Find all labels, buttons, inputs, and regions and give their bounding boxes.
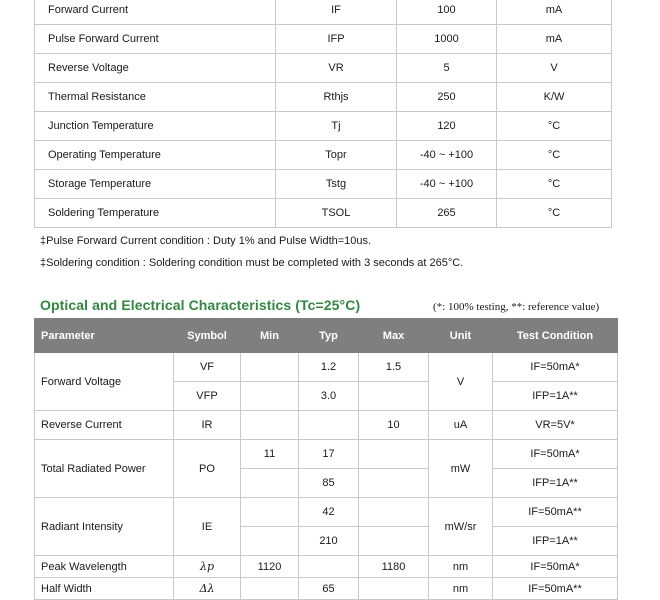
parameter-cell: Operating Temperature bbox=[35, 141, 276, 170]
unit-cell: °C bbox=[497, 199, 612, 228]
table-row bbox=[35, 199, 612, 228]
typ-cell: 17 bbox=[299, 440, 359, 469]
symbol-cell: Topr bbox=[276, 141, 397, 170]
min-cell bbox=[241, 469, 299, 498]
absolute-ratings-table bbox=[34, 0, 612, 228]
parameter-cell: Storage Temperature bbox=[35, 170, 276, 199]
unit-cell: nm bbox=[429, 578, 493, 600]
parameter-cell: Forward Current bbox=[35, 0, 276, 25]
typ-cell: 65 bbox=[299, 578, 359, 600]
header-typ: Typ bbox=[299, 319, 359, 353]
max-cell: 10 bbox=[359, 411, 429, 440]
testing-legend: (*: 100% testing, **: reference value) bbox=[433, 301, 600, 313]
symbol-cell: TSOL bbox=[276, 199, 397, 228]
header-test-condition: Test Condition bbox=[493, 319, 618, 353]
symbol-cell: Tstg bbox=[276, 170, 397, 199]
table-row bbox=[35, 54, 612, 83]
symbol-cell: VFP bbox=[174, 382, 241, 411]
value-cell: 1000 bbox=[397, 25, 497, 54]
max-cell bbox=[359, 382, 429, 411]
value-cell: 265 bbox=[397, 199, 497, 228]
table-row bbox=[35, 25, 612, 54]
table-row bbox=[35, 0, 612, 25]
condition-cell: IFP=1A** bbox=[493, 382, 618, 411]
unit-cell: V bbox=[497, 54, 612, 83]
parameter-cell: Reverse Current bbox=[35, 411, 174, 440]
unit-cell: °C bbox=[497, 112, 612, 141]
min-cell: 1120 bbox=[241, 556, 299, 578]
header-max: Max bbox=[359, 319, 429, 353]
symbol-cell: Δλ bbox=[174, 578, 241, 600]
symbol-cell: Tj bbox=[276, 112, 397, 141]
soldering-note: ‡Soldering condition : Soldering condition must be completed with 3 seconds at 265°C. bbox=[40, 257, 464, 269]
min-cell bbox=[241, 411, 299, 440]
min-cell bbox=[241, 498, 299, 527]
typ-cell: 85 bbox=[299, 469, 359, 498]
unit-cell: nm bbox=[429, 556, 493, 578]
table-row bbox=[35, 112, 612, 141]
parameter-cell: Peak Wavelength bbox=[35, 556, 174, 578]
unit-cell: V bbox=[429, 353, 493, 411]
min-cell bbox=[241, 382, 299, 411]
symbol-cell: PO bbox=[174, 440, 241, 498]
condition-cell: IF=50mA** bbox=[493, 498, 618, 527]
parameter-cell: Thermal Resistance bbox=[35, 83, 276, 112]
symbol-cell: Rthjs bbox=[276, 83, 397, 112]
table-row bbox=[35, 411, 618, 440]
symbol-cell: IR bbox=[174, 411, 241, 440]
max-cell bbox=[359, 527, 429, 556]
unit-cell: uA bbox=[429, 411, 493, 440]
value-cell: -40 ~ +100 bbox=[397, 170, 497, 199]
unit-cell: mA bbox=[497, 0, 612, 25]
condition-cell: IF=50mA* bbox=[493, 556, 618, 578]
typ-cell: 210 bbox=[299, 527, 359, 556]
typ-cell: 1.2 bbox=[299, 353, 359, 382]
symbol-cell: IE bbox=[174, 498, 241, 556]
header-symbol: Symbol bbox=[174, 319, 241, 353]
parameter-cell: Pulse Forward Current bbox=[35, 25, 276, 54]
condition-cell: IF=50mA* bbox=[493, 440, 618, 469]
optical-characteristics-table bbox=[34, 318, 618, 600]
condition-cell: VR=5V* bbox=[493, 411, 618, 440]
min-cell: 11 bbox=[241, 440, 299, 469]
min-cell bbox=[241, 527, 299, 556]
table-header-row bbox=[35, 319, 618, 353]
max-cell bbox=[359, 440, 429, 469]
unit-cell: mA bbox=[497, 25, 612, 54]
parameter-cell: Total Radiated Power bbox=[35, 440, 174, 498]
pulse-current-note: ‡Pulse Forward Current condition : Duty 1% and Pulse Width=10us. bbox=[40, 235, 372, 247]
unit-cell: mW bbox=[429, 440, 493, 498]
max-cell bbox=[359, 578, 429, 600]
parameter-cell: Soldering Temperature bbox=[35, 199, 276, 228]
condition-cell: IF=50mA* bbox=[493, 353, 618, 382]
table-row bbox=[35, 141, 612, 170]
table-row bbox=[35, 578, 618, 600]
table-row bbox=[35, 556, 618, 578]
value-cell: 100 bbox=[397, 0, 497, 25]
symbol-cell: VF bbox=[174, 353, 241, 382]
max-cell: 1180 bbox=[359, 556, 429, 578]
header-unit: Unit bbox=[429, 319, 493, 353]
parameter-cell: Junction Temperature bbox=[35, 112, 276, 141]
typ-cell: 3.0 bbox=[299, 382, 359, 411]
min-cell bbox=[241, 578, 299, 600]
min-cell bbox=[241, 353, 299, 382]
parameter-cell: Radiant Intensity bbox=[35, 498, 174, 556]
table-row bbox=[35, 170, 612, 199]
symbol-cell: λp bbox=[174, 556, 241, 578]
table-row bbox=[35, 83, 612, 112]
value-cell: 5 bbox=[397, 54, 497, 83]
symbol-cell: IFP bbox=[276, 25, 397, 54]
value-cell: 250 bbox=[397, 83, 497, 112]
typ-cell bbox=[299, 411, 359, 440]
value-cell: 120 bbox=[397, 112, 497, 141]
condition-cell: IFP=1A** bbox=[493, 469, 618, 498]
symbol-cell: IF bbox=[276, 0, 397, 25]
header-parameter: Parameter bbox=[35, 319, 174, 353]
unit-cell: °C bbox=[497, 141, 612, 170]
condition-cell: IFP=1A** bbox=[493, 527, 618, 556]
section-title: Optical and Electrical Characteristics (Tc=25°C) bbox=[40, 297, 361, 313]
max-cell bbox=[359, 469, 429, 498]
unit-cell: mW/sr bbox=[429, 498, 493, 556]
symbol-cell: VR bbox=[276, 54, 397, 83]
parameter-cell: Forward Voltage bbox=[35, 353, 174, 411]
unit-cell: K/W bbox=[497, 83, 612, 112]
parameter-cell: Reverse Voltage bbox=[35, 54, 276, 83]
unit-cell: °C bbox=[497, 170, 612, 199]
condition-cell: IF=50mA** bbox=[493, 578, 618, 600]
header-min: Min bbox=[241, 319, 299, 353]
value-cell: -40 ~ +100 bbox=[397, 141, 497, 170]
max-cell: 1.5 bbox=[359, 353, 429, 382]
parameter-cell: Half Width bbox=[35, 578, 174, 600]
table-row bbox=[35, 498, 618, 527]
typ-cell: 42 bbox=[299, 498, 359, 527]
max-cell bbox=[359, 498, 429, 527]
typ-cell bbox=[299, 556, 359, 578]
table-row bbox=[35, 353, 618, 382]
table-row bbox=[35, 440, 618, 469]
